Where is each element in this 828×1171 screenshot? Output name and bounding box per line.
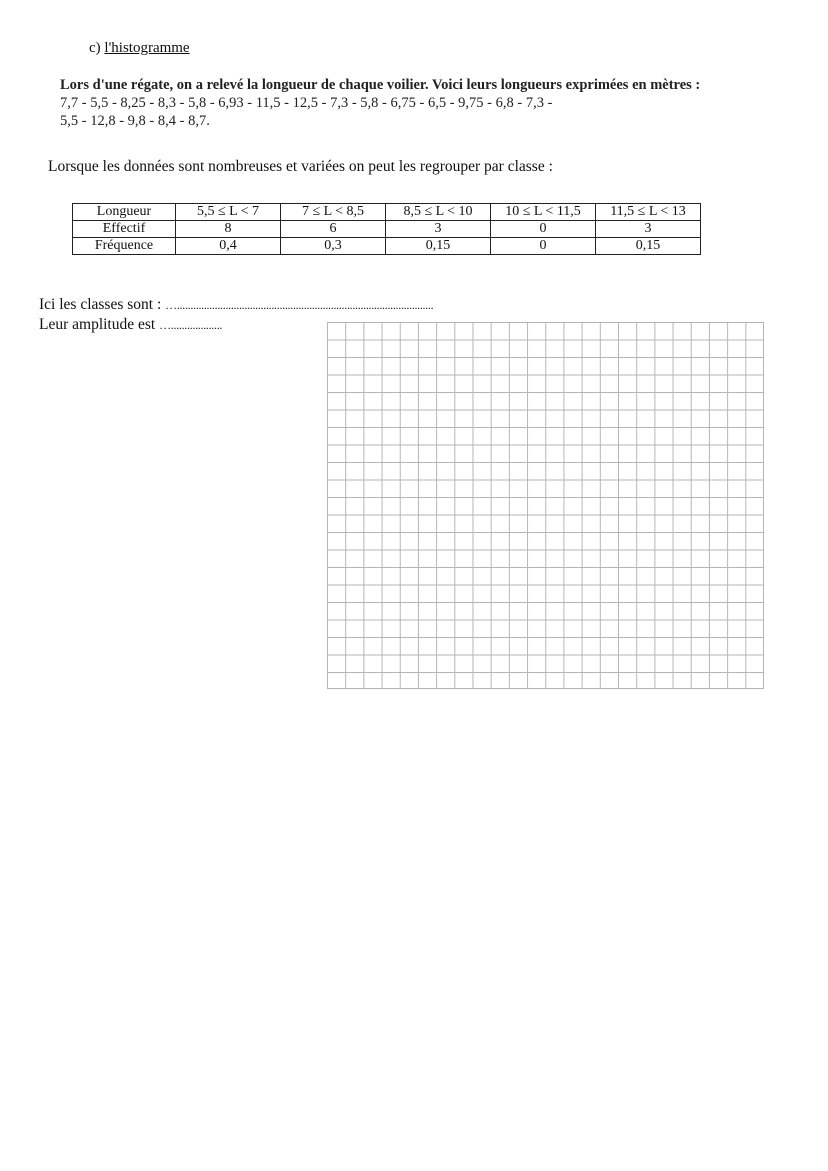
row-header-longueur: Longueur (73, 204, 176, 221)
amplitude-prompt: Leur amplitude est (39, 316, 160, 333)
amplitude-question (39, 316, 222, 334)
grouping-sentence: Lorsque les données sont nombreuses et variées on peut les regrouper par classe : (48, 158, 553, 175)
graph-paper-grid (327, 322, 764, 689)
amplitude-answer-dots: …................... (159, 318, 223, 332)
class-cell: 11,5 ≤ L < 13 (596, 204, 701, 221)
class-cell: 7 ≤ L < 8,5 (281, 204, 386, 221)
table-row-longueur (73, 204, 701, 221)
data-values-line-1: 7,7 - 5,5 - 8,25 - 8,3 - 5,8 - 6,93 - 11,5 - 12,5 - 7,3 - 5,8 - 6,75 - 6,5 - 9,75 - 6,8 - 7,3 - (60, 95, 553, 111)
table-row-frequence (73, 238, 701, 255)
intro-sentence: Lors d'une régate, on a relevé la longueur de chaque voilier. Voici leurs longueurs exprimées en mètres : (60, 77, 701, 93)
class-cell: 5,5 ≤ L < 7 (176, 204, 281, 221)
frequency-table (72, 203, 701, 255)
frequence-cell: 0 (491, 238, 596, 255)
classes-prompt: Ici les classes sont : (39, 296, 166, 313)
effectif-cell: 3 (596, 221, 701, 238)
effectif-cell: 3 (386, 221, 491, 238)
frequence-cell: 0,4 (176, 238, 281, 255)
intro-paragraph (60, 76, 760, 130)
effectif-cell: 0 (491, 221, 596, 238)
classes-answer-dots: …............................................................................................... (165, 298, 434, 312)
section-title: l'histogramme (104, 40, 190, 56)
effectif-cell: 6 (281, 221, 386, 238)
table-row-effectif (73, 221, 701, 238)
row-header-frequence: Fréquence (73, 238, 176, 255)
classes-question (39, 296, 433, 314)
frequence-cell: 0,15 (386, 238, 491, 255)
frequence-cell: 0,15 (596, 238, 701, 255)
effectif-cell: 8 (176, 221, 281, 238)
data-values-line-2: 5,5 - 12,8 - 9,8 - 8,4 - 8,7. (60, 113, 210, 129)
class-cell: 10 ≤ L < 11,5 (491, 204, 596, 221)
section-heading (89, 40, 190, 57)
section-label: c) (89, 40, 101, 56)
class-cell: 8,5 ≤ L < 10 (386, 204, 491, 221)
row-header-effectif: Effectif (73, 221, 176, 238)
frequence-cell: 0,3 (281, 238, 386, 255)
